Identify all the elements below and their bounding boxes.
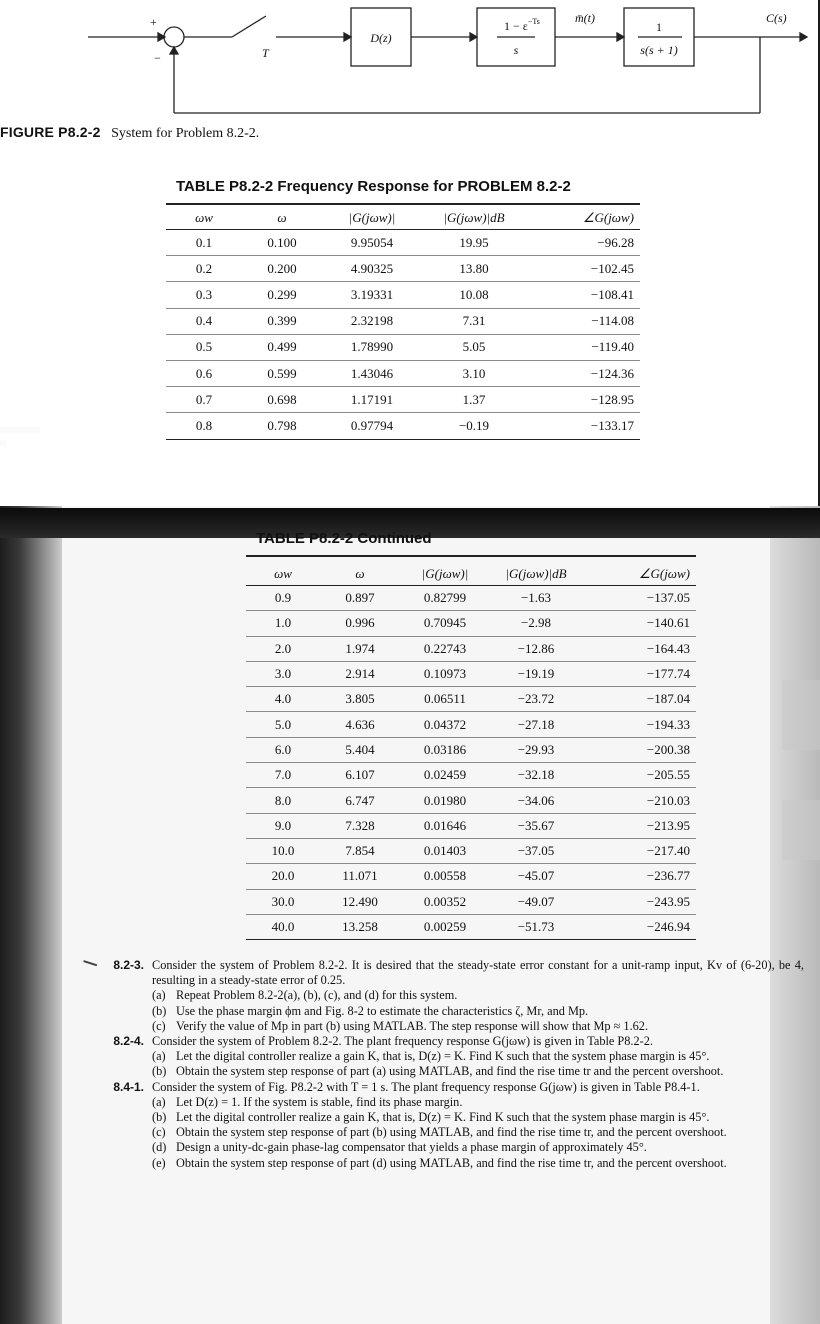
table-cell: 0.5 — [166, 334, 242, 360]
table-row — [246, 586, 696, 611]
table-cell: 0.01646 — [400, 813, 490, 838]
table-cell: 6.107 — [320, 763, 400, 788]
table-cell: −236.77 — [582, 864, 696, 889]
part-text: Let the digital controller realize a gain K, that is, D(z) = K. Find K such that the system phase margin is 45°. — [176, 1110, 710, 1125]
table-cell: 4.0 — [246, 687, 320, 712]
table-cell: 0.6 — [166, 360, 242, 386]
table1-body — [166, 230, 640, 440]
part-text: Design a unity-dc-gain phase-lag compensator that yields a phase margin of approximately 45°. — [176, 1140, 647, 1155]
table-cell: −27.18 — [490, 712, 582, 737]
table-row — [246, 914, 696, 939]
table-cell: 4.636 — [320, 712, 400, 737]
table-cell: 2.32198 — [322, 308, 422, 334]
minus-sign: − — [154, 51, 161, 65]
table-cell: 0.7 — [166, 387, 242, 413]
table-row — [246, 611, 696, 636]
table1 — [166, 207, 640, 440]
table-cell: −119.40 — [526, 334, 640, 360]
table-cell: −34.06 — [490, 788, 582, 813]
table-cell: 10.08 — [422, 282, 526, 308]
table-cell: 0.00352 — [400, 889, 490, 914]
problem-part — [152, 1095, 804, 1110]
table-cell: 19.95 — [422, 230, 526, 256]
table-header-cell: ωw — [246, 563, 320, 586]
table-cell: 7.31 — [422, 308, 526, 334]
table-cell: −35.67 — [490, 813, 582, 838]
problem-text: Consider the system of Problem 8.2-2. It is desired that the steady-state error constant for a unit-ramp input, Kv of (6-20), be 4, resulting in a steady-state error of 0.25. — [152, 958, 804, 988]
table-row — [166, 334, 640, 360]
table-cell: 0.82799 — [400, 586, 490, 611]
table-cell: −19.19 — [490, 661, 582, 686]
table-cell: −23.72 — [490, 687, 582, 712]
table-cell: 0.22743 — [400, 636, 490, 661]
problem-part — [152, 1049, 804, 1064]
table-cell: 9.95054 — [322, 230, 422, 256]
table-cell: 8.0 — [246, 788, 320, 813]
part-text: Use the phase margin ϕm and Fig. 8-2 to estimate the characteristics ζ, Mr, and Mp. — [176, 1003, 589, 1018]
table-cell: −124.36 — [526, 360, 640, 386]
table-cell: −140.61 — [582, 611, 696, 636]
table-cell: 0.698 — [242, 387, 322, 413]
table2-body — [246, 586, 696, 940]
table-cell: 6.747 — [320, 788, 400, 813]
table-cell: 3.10 — [422, 360, 526, 386]
output-label: C(s) — [766, 11, 787, 25]
table-row — [246, 712, 696, 737]
table-cell: 0.399 — [242, 308, 322, 334]
sampler-label: T — [262, 46, 269, 60]
table2-top-rule — [246, 555, 696, 557]
part-label: (a) — [152, 1094, 166, 1109]
part-text: Obtain the system step response of part (a) using MATLAB, and find the rise time tr and the percent overshoot. — [176, 1064, 724, 1079]
part-text: Obtain the system step response of part (d) using MATLAB, and find the rise time tr, and the percent overshoot. — [176, 1155, 727, 1170]
table-row — [166, 308, 640, 334]
table2-title: TABLE P8.2-2 Continued — [256, 530, 432, 547]
table-cell: −29.93 — [490, 737, 582, 762]
table-row — [166, 282, 640, 308]
table-cell: 0.70945 — [400, 611, 490, 636]
edge-shadow — [782, 800, 820, 860]
part-label: (c) — [152, 1125, 166, 1140]
problem-part — [152, 988, 804, 1003]
table-row — [246, 838, 696, 863]
part-label: (d) — [152, 1140, 167, 1155]
problem-part — [152, 1140, 804, 1155]
table-cell: 7.328 — [320, 813, 400, 838]
figure-caption-text: System for Problem 8.2-2. — [111, 126, 260, 141]
table-cell: −96.28 — [526, 230, 640, 256]
part-label: (a) — [152, 988, 166, 1003]
zoh-numerator: $1 - \varepsilon^{-Ts}$ — [504, 17, 540, 33]
table-cell: −133.17 — [526, 413, 640, 439]
problem-part — [152, 1064, 804, 1079]
table-row — [166, 360, 640, 386]
table-cell: 0.02459 — [400, 763, 490, 788]
table-cell: 0.03186 — [400, 737, 490, 762]
table-cell: 13.258 — [320, 914, 400, 939]
table-header-cell: ∠G(jωw) — [582, 563, 696, 586]
table-cell: 0.00558 — [400, 864, 490, 889]
table-cell: −210.03 — [582, 788, 696, 813]
table-cell: 0.599 — [242, 360, 322, 386]
block-diagram — [0, 0, 820, 125]
table-row — [246, 636, 696, 661]
table-cell: 10.0 — [246, 838, 320, 863]
sampler-switch — [232, 16, 266, 37]
table-row — [166, 413, 640, 439]
table-cell: 7.0 — [246, 763, 320, 788]
table-cell: −2.98 — [490, 611, 582, 636]
table-cell: 2.0 — [246, 636, 320, 661]
plant-numerator: 1 — [656, 20, 662, 34]
table-row — [246, 889, 696, 914]
table-cell: 6.0 — [246, 737, 320, 762]
table-header-cell: |G(jωw)| — [400, 563, 490, 586]
table-cell: 40.0 — [246, 914, 320, 939]
problem-number: 8.4-1. — [113, 1079, 144, 1094]
table-row — [246, 788, 696, 813]
table-row — [246, 813, 696, 838]
table-row — [246, 763, 696, 788]
table-row — [166, 256, 640, 282]
table-cell: −217.40 — [582, 838, 696, 863]
table-cell: −37.05 — [490, 838, 582, 863]
problem-part — [152, 1004, 804, 1019]
problem-number: 8.2-4. — [113, 1034, 144, 1049]
table-cell: 3.805 — [320, 687, 400, 712]
table-cell: 1.974 — [320, 636, 400, 661]
table1-top-rule — [166, 203, 640, 205]
table-cell: 13.80 — [422, 256, 526, 282]
table-cell: 0.9 — [246, 586, 320, 611]
signal-m-label: m̄(t) — [575, 11, 595, 25]
table-cell: −243.95 — [582, 889, 696, 914]
plant-denominator: s(s + 1) — [640, 43, 678, 57]
table-cell: 0.299 — [242, 282, 322, 308]
table-cell: −114.08 — [526, 308, 640, 334]
table-cell: −49.07 — [490, 889, 582, 914]
table-cell: −205.55 — [582, 763, 696, 788]
part-label: (c) — [152, 1018, 166, 1033]
problem — [92, 1080, 804, 1171]
table-row — [166, 387, 640, 413]
table-cell: 0.00259 — [400, 914, 490, 939]
table-header-cell: ω — [320, 563, 400, 586]
figure-label: FIGURE P8.2-2 — [0, 124, 101, 140]
part-label: (b) — [152, 1003, 167, 1018]
zoh-denominator: s — [513, 43, 519, 57]
part-text: Repeat Problem 8.2-2(a), (b), (c), and (d) for this system. — [176, 988, 458, 1003]
table-cell: −194.33 — [582, 712, 696, 737]
problem-number: 8.2-3. — [113, 958, 144, 972]
table-cell: 0.10973 — [400, 661, 490, 686]
edge-shadow — [782, 680, 820, 750]
problem-part — [152, 1156, 804, 1171]
table-cell: 0.3 — [166, 282, 242, 308]
table-cell: −200.38 — [582, 737, 696, 762]
table-cell: −137.05 — [582, 586, 696, 611]
problem — [92, 1034, 804, 1080]
table-cell: 0.01403 — [400, 838, 490, 863]
table-cell: 0.01980 — [400, 788, 490, 813]
table-cell: 2.914 — [320, 661, 400, 686]
problems-section — [92, 958, 804, 1171]
table-cell: 3.19331 — [322, 282, 422, 308]
table-cell: 3.0 — [246, 661, 320, 686]
table-cell: 0.06511 — [400, 687, 490, 712]
table1-title: TABLE P8.2-2 Frequency Response for PROBLEM 8.2-2 — [176, 178, 571, 195]
table-cell: 0.996 — [320, 611, 400, 636]
table-cell: −0.19 — [422, 413, 526, 439]
table-cell: 0.8 — [166, 413, 242, 439]
table-cell: 0.499 — [242, 334, 322, 360]
table-cell: −102.45 — [526, 256, 640, 282]
table-cell: 1.0 — [246, 611, 320, 636]
table-header-cell: |G(jωw)| — [322, 207, 422, 230]
table-row — [246, 661, 696, 686]
summing-junction — [164, 27, 184, 47]
table-cell: 0.4 — [166, 308, 242, 334]
table1-header-row — [166, 207, 640, 230]
controller-label: D(z) — [370, 31, 392, 45]
part-text: Let the digital controller realize a gain K, that is, D(z) = K. Find K such that the system phase margin is 45°. — [176, 1049, 710, 1064]
table-cell: 4.90325 — [322, 256, 422, 282]
table-cell: 11.071 — [320, 864, 400, 889]
table2 — [246, 563, 696, 940]
table-cell: 1.37 — [422, 387, 526, 413]
table-header-cell: |G(jωw)|dB — [422, 207, 526, 230]
table-cell: 5.404 — [320, 737, 400, 762]
figure-caption — [0, 124, 259, 142]
problem-text: Consider the system of Fig. P8.2-2 with T = 1 s. The plant frequency response G(jωw) is given in Table P8.4-1. — [152, 1079, 700, 1094]
table-header-cell: ωw — [166, 207, 242, 230]
table-cell: −177.74 — [582, 661, 696, 686]
table-cell: −128.95 — [526, 387, 640, 413]
table-cell: 9.0 — [246, 813, 320, 838]
table-cell: −1.63 — [490, 586, 582, 611]
table-cell: 1.43046 — [322, 360, 422, 386]
table-cell: −45.07 — [490, 864, 582, 889]
problem-part — [152, 1110, 804, 1125]
table-cell: 1.17191 — [322, 387, 422, 413]
part-text: Obtain the system step response of part (b) using MATLAB, and find the rise time tr, and the percent overshoot. — [176, 1125, 727, 1140]
table-cell: 0.100 — [242, 230, 322, 256]
table-cell: 30.0 — [246, 889, 320, 914]
part-text: Let D(z) = 1. If the system is stable, find its phase margin. — [176, 1094, 463, 1109]
left-edge — [0, 0, 12, 1324]
table-cell: −32.18 — [490, 763, 582, 788]
problem-part — [152, 1125, 804, 1140]
table-cell: 5.05 — [422, 334, 526, 360]
table-row — [246, 864, 696, 889]
table-header-cell: ∠G(jωw) — [526, 207, 640, 230]
table-row — [246, 687, 696, 712]
table-cell: 0.200 — [242, 256, 322, 282]
problem-text: Consider the system of Problem 8.2-2. The plant frequency response G(jωw) is given in Table P8.2-2. — [152, 1034, 653, 1049]
table-cell: 7.854 — [320, 838, 400, 863]
table-cell: −164.43 — [582, 636, 696, 661]
table2-header-row — [246, 563, 696, 586]
table-header-cell: ω — [242, 207, 322, 230]
table-cell: −12.86 — [490, 636, 582, 661]
table-cell: 5.0 — [246, 712, 320, 737]
table-cell: −51.73 — [490, 914, 582, 939]
problem-part — [152, 1019, 804, 1034]
table-row — [166, 230, 640, 256]
plus-sign: + — [150, 15, 157, 29]
table-cell: −213.95 — [582, 813, 696, 838]
part-label: (a) — [152, 1049, 166, 1064]
table-cell: −187.04 — [582, 687, 696, 712]
table-cell: −246.94 — [582, 914, 696, 939]
table-cell: 0.1 — [166, 230, 242, 256]
part-text: Verify the value of Mp in part (b) using MATLAB. The step response will show that Mp ≈ 1.62. — [176, 1018, 649, 1033]
problem — [92, 958, 804, 1034]
table-cell: 0.04372 — [400, 712, 490, 737]
table-cell: 0.2 — [166, 256, 242, 282]
table-header-cell: |G(jωw)|dB — [490, 563, 582, 586]
part-label: (e) — [152, 1155, 166, 1170]
part-label: (b) — [152, 1064, 167, 1079]
table-cell: 0.798 — [242, 413, 322, 439]
table-cell: 20.0 — [246, 864, 320, 889]
table-row — [246, 737, 696, 762]
table-cell: 12.490 — [320, 889, 400, 914]
table-cell: −108.41 — [526, 282, 640, 308]
table-cell: 0.897 — [320, 586, 400, 611]
table-cell: 1.78990 — [322, 334, 422, 360]
table-cell: 0.97794 — [322, 413, 422, 439]
part-label: (b) — [152, 1110, 167, 1125]
